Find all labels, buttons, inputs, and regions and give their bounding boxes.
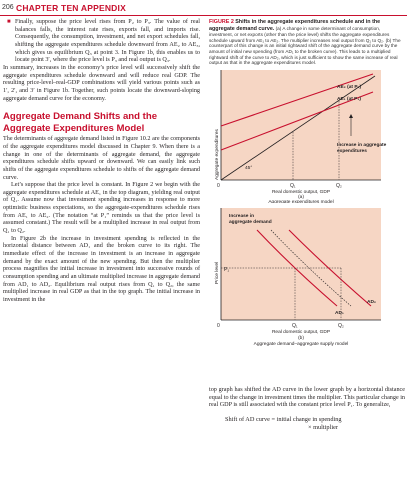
header-rule xyxy=(0,15,407,16)
panel-b-ad1-label: AD₁ xyxy=(335,310,344,316)
figure-caption-text: (a) A change in some determinant of consumption, investment, or net exports (other than the price level) shifts the aggregate expenditures schedule upward from AE₁ to AE₂. The multiplier increases real output from Q₁ to Q₂. (b) The counterpart of this change is an initial rightward shift of the aggregate demand curve by the amount of initial new spending (from AD₁ to the broken curve). This leads to a multiplied rightward shift of the curve to AD₂, which is just sufficient to show the same increase of real output as that in the aggregate expenditures model. xyxy=(209,25,401,66)
panel-a-ae2-label: AE₂ (at P₁) xyxy=(337,84,362,90)
panel-b-origin: 0 xyxy=(217,322,220,329)
panel-b-p1: P₁ xyxy=(224,266,230,273)
panel-b-ad2-label: AD₂ xyxy=(367,299,377,305)
panel-a-increase-line2: expenditures xyxy=(337,148,367,154)
chapter-title: CHAPTER TEN APPENDIX xyxy=(16,3,126,13)
panel-a-xlabel: Real domestic output, GDP xyxy=(271,189,331,195)
paragraph-determinants: The determinants of aggregate demand listed in Figure 10.2 are the components of the aggregate expenditures model discussed in Chapter 9. When there is a change in one of the determinants of aggregate demand, the aggregate expenditures schedule shifts upward or downward. We can easily link such shifts of the aggregate expenditures schedule to shifts of the aggregate demand curve. xyxy=(3,136,200,181)
panel-a-q2: Q₂ xyxy=(336,182,342,189)
panel-a-ae1-label: AE₁ (at P₁) xyxy=(337,96,361,102)
panel-a-chart xyxy=(209,68,405,203)
panel-b-model-label: Aggregate demand–aggregate supply model xyxy=(253,341,349,347)
panel-b-q1: Q₁ xyxy=(292,322,298,329)
panel-a-model-label: Aggregate expenditures model xyxy=(268,199,334,203)
formula-line2: × multiplier xyxy=(308,423,338,431)
panel-a-sub-label: (a) xyxy=(298,194,304,200)
panel-b-ylabel: Price level xyxy=(215,261,220,284)
section-heading: Aggregate Demand Shifts and the Aggregate Expenditures Model xyxy=(3,111,158,134)
panel-a-45-label: 45° xyxy=(245,165,253,171)
formula-block xyxy=(209,416,405,432)
panel-a-increase-line1: Increase in aggregate xyxy=(337,142,387,148)
bullet-text: Finally, suppose the price level rises from P₂ to P₃. The value of real balances falls, the interest rate rises, exports fall, and imports rise. Consequently, the consumption, investment, and net export schedules fall, shifting the aggregate expenditures schedule downward from AE₂ to AE₃, which gives us equilibrium Q₃ at point 3. In Figure 1b, this enables us to locate point 3′, where the price level is P₃ and real output is Q₃. xyxy=(15,19,200,64)
summary-paragraph: In summary, increases in the economy’s price level will successively shift the aggregate expenditures schedule downward and will reduce real GDP. The resulting price-level–real-GDP combinations will yield various points such as 1′, 2′, and 3′ in Figure 1b. Together, such points locate the downward-sloping aggregate demand curve for the economy. xyxy=(3,64,200,102)
panel-b-chart xyxy=(209,206,405,348)
left-column xyxy=(3,19,200,305)
panel-b-increase-line1: Increase in xyxy=(229,213,255,219)
panel-a-q1: Q₁ xyxy=(290,182,296,189)
paragraph-generalize: top graph has shifted the AD curve in the lower graph by a horizontal distance equal to the change in investment times the multiplier. This particular change in real GDP is still associated with the constant price level P₁. To generalize, xyxy=(209,387,405,409)
right-column xyxy=(209,19,405,348)
panel-b-sub-label: (b) xyxy=(298,335,304,341)
bullet-paragraph xyxy=(3,19,200,65)
panel-a-origin: 0 xyxy=(217,182,220,189)
page-number: 206 xyxy=(2,4,14,11)
figure-label: FIGURE 2 xyxy=(209,19,234,25)
panel-b-xlabel: Real domestic output, GDP xyxy=(271,329,331,335)
panel-b-increase-line2: aggregate demand xyxy=(229,219,272,225)
panel-b-q2: Q₂ xyxy=(338,322,344,329)
panel-a-ylabel: Aggregate expenditures xyxy=(215,128,220,180)
paragraph-figure2b: In Figure 2b the increase in investment spending is reflected in the horizontal distance between AD₁ and the broken curve to its right. The immediate effect of the increase in investment is an increase in aggregate demand by the exact amount of the new spending. But then the multiplier process magnifies the initial increase in investment into successive rounds of consumption spending and an ultimate multiplied increase in aggregate demand from AD₁ to AD₂. Equilibrium real output rises from Q₁ to Q₂, the same multiplied increase in real GDP as that in the top graph. The initial increase in investment in the xyxy=(3,235,200,303)
figure-caption xyxy=(209,19,405,66)
formula-line1: Shift of AD curve = initial change in spending xyxy=(225,415,342,423)
bullet-icon: ■ xyxy=(7,19,11,25)
right-bottom-text xyxy=(209,387,405,432)
figure-title: Shifts in the aggregate expenditures schedule and in the aggregate demand curve. xyxy=(209,19,381,32)
paragraph-figure2: Let’s suppose that the price level is constant. In Figure 2 we begin with the aggregate expenditures schedule at AE₁ in the top diagram, yielding real output of Q₁. Assume now that investment spending increases in response to more optimistic business expectations, so the aggregate-expenditures schedule rises from AE₁ to AE₂. (The notation “at P₁” reminds us that the price level is assumed constant.) The result will be a multiplied increase in real output from Q₁ to Q₂. xyxy=(3,182,200,235)
